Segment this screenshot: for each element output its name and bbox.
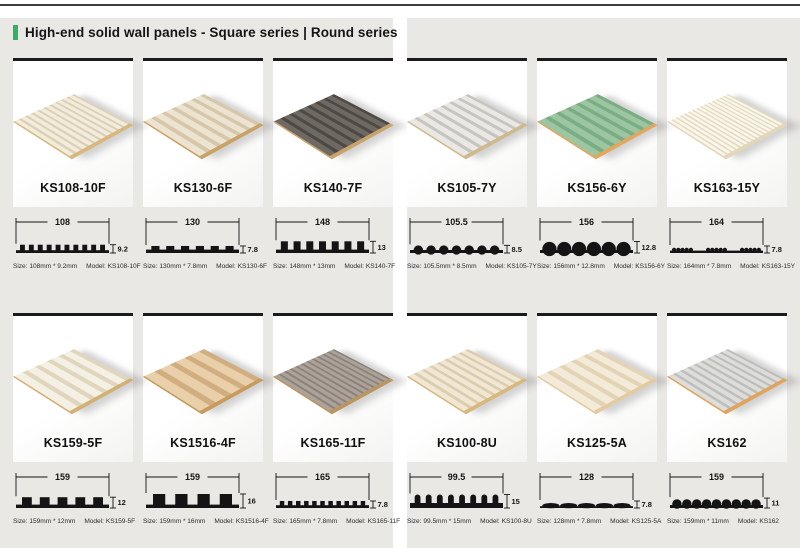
panel-photo [537,61,657,181]
profile-svg [143,468,263,518]
cross-section-diagram [13,213,133,263]
product-model-label: KS165-11F [300,436,366,450]
product-image-area [537,316,657,462]
size-value: 99.5mm * 15mm [423,518,472,525]
cross-section-diagram [273,468,393,518]
model-caption-label: Model: [737,518,758,525]
cross-section-diagram [13,468,133,518]
square-series-group [13,58,401,548]
product-row [407,313,787,525]
svg-text:159: 159 [184,472,201,482]
product-row [13,313,401,525]
product-model-label: KS159-5F [43,436,103,450]
panel-3d-render [537,94,658,159]
page-header [13,25,398,40]
round-series-group [407,58,795,548]
product-spec-line [537,518,662,525]
svg-text:7.8: 7.8 [377,500,388,510]
product-model-label: KS156-6Y [567,181,627,195]
model-value: KS100-8U [501,518,532,525]
product-card [537,313,662,525]
cross-section-diagram [273,213,393,263]
product-model-label: KS105-7Y [437,181,497,195]
series-divider [393,18,407,548]
cross-section-diagram [667,468,787,518]
svg-text:128: 128 [578,472,595,482]
profile-svg [537,213,657,263]
product-image-area [407,316,527,462]
panel-photo [667,316,787,436]
cross-section-diagram [667,213,787,263]
panel-photo [407,61,527,181]
svg-text:164: 164 [708,217,725,227]
model-caption-label: Model: [214,518,234,525]
size-value: 130mm * 7.8mm [159,263,208,270]
svg-text:148: 148 [314,217,331,227]
page-title: High-end solid wall panels - Square series | Round series [25,25,398,40]
svg-text:8.5: 8.5 [511,244,522,254]
product-spec-line [407,518,532,525]
svg-text:159: 159 [54,472,71,482]
product-card [13,313,136,525]
size-value: 156mm * 12.8mm [553,263,605,270]
svg-text:130: 130 [184,217,201,227]
product-image-area [13,316,133,462]
svg-text:105.5: 105.5 [445,217,468,227]
size-caption-label: Size: [407,263,422,270]
product-card [273,58,396,270]
panel-3d-render [143,349,264,414]
product-card [143,313,269,525]
product-model-label: KS125-5A [567,436,627,450]
product-image-area [143,61,263,207]
product-row [407,58,795,270]
svg-text:7.8: 7.8 [641,500,652,510]
panel-3d-render [13,349,134,414]
svg-text:156: 156 [578,217,595,227]
panel-photo [537,316,657,436]
product-image-area [537,61,657,207]
product-spec-line [143,263,267,270]
profile-svg [273,468,393,518]
product-image-area [273,316,393,462]
size-value: 159mm * 11mm [683,518,729,525]
size-caption-label: Size: [143,263,158,270]
product-image-area [13,61,133,207]
model-caption-label: Model: [84,518,104,525]
product-spec-line [143,518,269,525]
model-value: KS1516-4F [235,518,269,525]
product-card [407,313,532,525]
product-model-label: KS1516-4F [170,436,236,450]
product-spec-line [13,263,141,270]
green-accent-bar [13,25,18,40]
svg-text:16: 16 [247,496,256,506]
model-value: KS162 [759,518,779,525]
svg-text:15: 15 [511,496,520,506]
product-model-label: KS100-8U [437,436,497,450]
product-model-label: KS108-10F [40,181,106,195]
size-caption-label: Size: [273,518,288,525]
panel-photo [13,61,133,181]
model-caption-label: Model: [86,263,106,270]
size-caption-label: Size: [13,518,28,525]
panel-photo [273,61,393,181]
product-image-area [667,61,787,207]
profile-svg [407,213,527,263]
model-value: KS165-11F [367,518,401,525]
panel-photo [143,61,263,181]
size-value: 159mm * 16mm [159,518,206,525]
profile-svg [407,468,527,518]
profile-svg [667,468,787,518]
panel-3d-render [667,94,788,159]
cross-section-diagram [537,213,657,263]
size-caption-label: Size: [407,518,422,525]
svg-text:12.8: 12.8 [641,242,657,252]
panel-3d-render [537,349,658,414]
model-value: KS159-5F [105,518,136,525]
svg-text:9.2: 9.2 [117,244,128,254]
svg-text:165: 165 [314,472,331,482]
profile-svg [537,468,657,518]
size-caption-label: Size: [143,518,158,525]
svg-text:7.8: 7.8 [771,245,782,255]
profile-svg [13,468,133,518]
product-image-area [273,61,393,207]
panel-3d-render [143,94,264,159]
model-caption-label: Model: [346,518,366,525]
size-caption-label: Size: [537,263,552,270]
model-value: KS140-7F [365,263,396,270]
product-spec-line [667,518,787,525]
size-caption-label: Size: [667,263,682,270]
svg-text:12: 12 [117,498,126,508]
model-caption-label: Model: [344,263,364,270]
panel-photo [13,316,133,436]
svg-text:7.8: 7.8 [247,245,258,255]
product-card [13,58,141,270]
panel-3d-render [273,94,394,159]
profile-svg [13,213,133,263]
product-card [537,58,665,270]
model-caption-label: Model: [613,263,634,270]
cross-section-diagram [143,468,263,518]
svg-text:11: 11 [771,498,780,508]
size-value: 105.5mm * 8.5mm [423,263,477,270]
product-spec-line [537,263,665,270]
model-value: KS108-10F [107,263,141,270]
panel-photo [273,316,393,436]
model-caption-label: Model: [485,263,506,270]
panel-photo [407,316,527,436]
product-image-area [667,316,787,462]
product-card [273,313,401,525]
product-spec-line [273,263,396,270]
product-row [13,58,396,270]
model-value: KS105-7Y [507,263,537,270]
size-value: 148mm * 13mm [289,263,336,270]
panel-photo [143,316,263,436]
product-model-label: KS162 [707,436,747,450]
product-model-label: KS163-15Y [693,181,761,195]
product-image-area [143,316,263,462]
size-value: 165mm * 7.8mm [289,518,338,525]
product-spec-line [273,518,401,525]
model-value: KS163-15Y [761,263,795,270]
size-value: 128mm * 7.8mm [553,518,602,525]
svg-text:13: 13 [377,242,386,252]
size-value: 159mm * 12mm [29,518,76,525]
svg-text:108: 108 [54,217,71,227]
model-caption-label: Model: [740,263,760,270]
content-area [0,18,800,548]
profile-svg [143,213,263,263]
size-caption-label: Size: [273,263,288,270]
model-value: KS125-5A [631,518,662,525]
panel-3d-render [13,94,134,159]
product-card [407,58,537,270]
size-value: 164mm * 7.8mm [683,263,732,270]
svg-text:159: 159 [708,472,725,482]
profile-svg [273,213,393,263]
product-spec-line [13,518,136,525]
size-caption-label: Size: [13,263,28,270]
profile-svg [667,213,787,263]
product-model-label: KS140-7F [303,181,363,195]
product-spec-line [667,263,795,270]
svg-text:99.5: 99.5 [447,472,466,482]
panel-3d-render [407,94,528,159]
cross-section-diagram [143,213,263,263]
product-card [143,58,267,270]
cross-section-diagram [407,468,527,518]
size-caption-label: Size: [667,518,682,525]
panel-3d-render [407,349,528,414]
cross-section-diagram [537,468,657,518]
size-caption-label: Size: [537,518,552,525]
top-rule-line [0,4,800,6]
product-card [667,58,795,270]
model-value: KS130-6F [237,263,267,270]
model-value: KS156-6Y [635,263,665,270]
model-caption-label: Model: [216,263,236,270]
model-caption-label: Model: [480,518,500,525]
product-card [667,313,787,525]
panel-3d-render [273,349,394,414]
product-image-area [407,61,527,207]
cross-section-diagram [407,213,527,263]
panel-3d-render [667,349,788,414]
product-spec-line [407,263,537,270]
product-model-label: KS130-6F [173,181,233,195]
size-value: 108mm * 9.2mm [29,263,78,270]
model-caption-label: Model: [610,518,630,525]
panel-photo [667,61,787,181]
